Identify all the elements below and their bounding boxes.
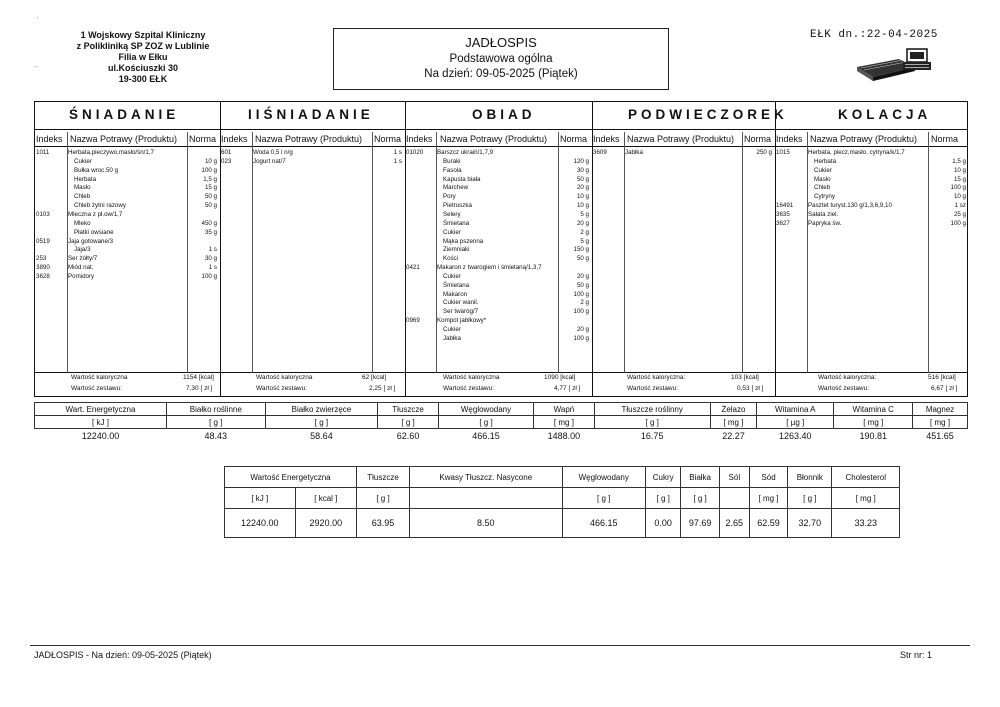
kcal-label: Wartość kaloryczna (71, 374, 128, 381)
row-name: Herbata (814, 157, 837, 165)
cost-value: 6,67 [ zł ] (931, 385, 958, 392)
kcal-value: 62 [kcal] (362, 374, 387, 381)
row-name: Kości (443, 255, 459, 263)
cost-label: Wartość zestawu: (71, 385, 123, 392)
row-quantity: 100 g (573, 334, 589, 342)
row-quantity: 100 g (573, 308, 589, 316)
nutrient-value: 58.64 (310, 431, 333, 441)
row-name: Herbata, piecz,masło, cytryna/k/1,7 (808, 149, 905, 156)
nutrient-table-2 (224, 466, 900, 538)
kcal-label: Wartość kaloryczna (443, 374, 500, 381)
col-header-name: Nazwa Potrawy (Produktu) (810, 134, 918, 144)
cost-value: 0,53 [ zł ] (737, 385, 764, 392)
nutrient-value: 33.23 (832, 509, 900, 538)
row-index: 3609 (593, 149, 607, 156)
nutrient-unit: [ kcal ] (295, 488, 356, 509)
nutrient-header: Węglowodany (438, 403, 533, 416)
row-name: Cukier (443, 326, 461, 333)
col-header-norm: Norma (931, 134, 959, 144)
section-title-podwieczorek: PODWIECZOREK (628, 107, 788, 122)
col-header-name: Nazwa Potrawy (Produktu) (70, 134, 178, 144)
row-quantity: 5 g (580, 210, 589, 218)
hospital-line: Filia w Ełku (118, 52, 168, 62)
diet-name: Podstawowa ogólna (449, 53, 553, 65)
row-name: Sałata ziel. (808, 210, 839, 218)
row-index: 253 (36, 255, 47, 263)
row-name: Pomidory (68, 272, 95, 280)
row-quantity: 20 g (576, 272, 589, 280)
footer-divider (30, 645, 970, 646)
cost-label: Wartość zestawu: (443, 385, 495, 392)
row-name: Herbata (74, 175, 97, 183)
row-quantity: 50 g (204, 193, 217, 201)
col-header-norm: Norma (744, 134, 772, 144)
row-name: Makaron z twarogiem i śmietaną/1,3,7 (437, 264, 542, 272)
nutrient-value: 12240.00 (225, 509, 296, 538)
col-header-norm: Norma (189, 134, 217, 144)
hospital-line: ul.Kościuszki 30 (107, 63, 179, 73)
row-name: Płatki owsiane (74, 228, 114, 236)
nutrient-unit: [ g ] (166, 416, 265, 429)
row-quantity: 10 g (953, 166, 966, 174)
row-quantity: 2 g (580, 299, 589, 307)
row-index: 3628 (36, 272, 50, 280)
nutrient-unit: [ g ] (378, 416, 439, 429)
row-name: Jaja gotowane/3 (68, 237, 114, 245)
col-header-norm: Norma (374, 134, 402, 144)
menu-date: Na dzień: 09-05-2025 (Piątek) (424, 68, 578, 80)
col-header-name: Nazwa Potrawy (Produktu) (255, 134, 363, 144)
kcal-label: Wartość kaloryczna: (818, 374, 877, 381)
nutrient-unit: [ µg ] (757, 416, 834, 429)
row-index: 3635 (776, 210, 790, 218)
cost-value: 2,25 [ zł ] (369, 385, 396, 392)
row-index: 1011 (36, 149, 50, 156)
nutrient-header: Wartość Energetyczna (225, 467, 357, 488)
nutrient-header: Tłuszcze (357, 467, 410, 488)
row-index: 0103 (36, 210, 50, 218)
row-name: Mleko (74, 219, 91, 227)
nutrient-value: 22.27 (722, 431, 745, 441)
nutrient-unit: [ g ] (594, 416, 710, 429)
kcal-value: 103 [kcal] (731, 374, 759, 381)
nutrient-value: 16.75 (640, 431, 664, 441)
kcal-value: 516 [kcal] (928, 374, 956, 381)
row-name: Cukier (74, 157, 92, 165)
nutrient-unit: [ mg ] (913, 416, 968, 429)
row-name: Marchew (443, 184, 469, 192)
nutrient-unit: [ mg ] (749, 488, 787, 509)
row-quantity: 20 g (576, 219, 589, 227)
cost-label: Wartość zestawu: (256, 385, 308, 392)
row-name: Cukier (443, 228, 461, 236)
row-name: Pory (443, 193, 456, 201)
row-index: 0421 (406, 264, 420, 272)
row-name: Mąka pszenna (443, 237, 484, 245)
row-name: Jaja/3 (74, 246, 91, 254)
row-quantity: 20 g (576, 184, 589, 192)
section-title-obiad: OBIAD (472, 107, 536, 122)
row-quantity: 150 g (573, 246, 589, 254)
nutrient-header: Cukry (645, 467, 681, 488)
row-index: 3890 (36, 264, 50, 272)
nutrient-unit: [ mg ] (534, 416, 595, 429)
nutrient-value: 1488.00 (547, 431, 581, 441)
row-name: Kapusta biała (443, 175, 481, 183)
cost-label: Wartość zestawu: (818, 385, 870, 392)
nutrient-unit: [ g ] (438, 416, 533, 429)
nutrient-header: Sól (719, 467, 749, 488)
row-quantity: 35 g (204, 228, 217, 236)
nutrient-unit: [ kJ ] (35, 416, 167, 429)
row-name: Masło (814, 175, 831, 183)
nutrient-value: 97.69 (681, 509, 719, 538)
title-box (333, 28, 669, 90)
row-name: Cukier (814, 166, 832, 174)
nutrient-header: Białko roślinne (166, 403, 265, 416)
row-quantity: 1 s (208, 264, 217, 272)
nutrient-header: Kwasy Tłuszcz. Nasycone (410, 467, 563, 488)
row-name: Ser żółty/7 (68, 255, 98, 263)
nutrient-header: Żelazo (710, 403, 757, 416)
row-quantity: 450 g (201, 219, 217, 227)
row-index: 601 (221, 149, 232, 156)
nutrient-value: 2.65 (719, 509, 749, 538)
nutrient-unit: [ mg ] (834, 416, 913, 429)
cost-value: 7,30 [ zł ] (186, 385, 213, 392)
row-index: 0519 (36, 237, 50, 245)
col-header-name: Nazwa Potrawy (Produktu) (627, 134, 735, 144)
row-name: Masło (74, 184, 91, 192)
nutrient-header: Błonnik (788, 467, 832, 488)
page-title: JADŁOSPIS (465, 35, 537, 50)
computer-book-icon (855, 45, 933, 83)
row-quantity: 10 g (953, 193, 966, 201)
nutrient-table-1 (34, 402, 968, 443)
row-name: Cukier (443, 272, 461, 280)
nutrient-header: Białko zwierzęce (265, 403, 378, 416)
col-header-index: Indeks (221, 134, 248, 144)
col-header-norm: Norma (560, 134, 588, 144)
row-quantity: 10 g (204, 157, 217, 165)
nutrient-header: Witamina A (757, 403, 834, 416)
row-quantity: 10 g (576, 193, 589, 201)
row-index: 01020 (406, 149, 424, 156)
nutrient-value: 466.15 (562, 509, 645, 538)
row-name: Papryka św. (808, 219, 842, 227)
nutrient-unit: [ g ] (562, 488, 645, 509)
kcal-label: Wartość kaloryczna: (627, 374, 686, 381)
margin-dash: – (34, 62, 39, 71)
nutrient-header: Cholesterol (832, 467, 900, 488)
cost-value: 4,77 [ zł ] (554, 385, 581, 392)
row-quantity: 2 g (580, 228, 589, 236)
section-title-ii-sniadanie: IIŚNIADANIE (248, 107, 374, 122)
row-quantity: 50 g (576, 255, 589, 263)
section-title-kolacja: KOLACJA (838, 107, 932, 122)
row-quantity: 1 sz (954, 202, 966, 210)
section-title-sniadanie: ŚNIADANIE (69, 107, 180, 122)
row-quantity: 1 s (393, 157, 402, 165)
row-name: Mleczna z pł.ow/1,7 (68, 210, 123, 218)
row-name: Jabłka (443, 334, 461, 342)
row-name: Barszcz ukraiń/1,7,9 (437, 149, 494, 156)
col-header-index: Indeks (593, 134, 620, 144)
nutrient-unit: [ kJ ] (225, 488, 296, 509)
row-name: Makaron (443, 290, 468, 298)
row-name: Ziemniaki (443, 246, 470, 254)
row-quantity: 15 g (204, 184, 217, 192)
nutrient-unit (719, 488, 749, 509)
col-header-index: Indeks (776, 134, 803, 144)
nutrient-value: 12240.00 (81, 431, 120, 441)
row-quantity: 15 g (953, 175, 966, 183)
row-name: Chleb (74, 193, 91, 201)
nutrient-header: Magnez (913, 403, 968, 416)
row-name: Jabłka (625, 149, 643, 156)
nutrient-header: Wapń (534, 403, 595, 416)
nutrient-value: 1263.40 (779, 431, 812, 441)
row-quantity: 100 g (950, 219, 966, 227)
nutrient-header: Białka (681, 467, 719, 488)
row-name: Woda 0,5 l n/g (253, 149, 293, 156)
row-index: 16491 (776, 202, 794, 210)
row-name: Herbata,pieczywo,masło/śn/1,7 (68, 149, 154, 156)
nutrient-unit: [ mg ] (832, 488, 900, 509)
cost-label: Wartość zestawu: (627, 385, 679, 392)
row-quantity: 50 g (204, 202, 217, 210)
row-name: Pietruszka (443, 202, 472, 210)
row-name: Selery (443, 210, 461, 218)
row-name: Miód nat. (68, 264, 94, 272)
hospital-address (48, 30, 238, 85)
hospital-line: z Polikliniką SP ZOZ w Lublinie (76, 41, 210, 51)
nutrient-unit: [ mg ] (710, 416, 757, 429)
row-quantity: 25 g (953, 210, 966, 218)
row-quantity: 250 g (756, 149, 772, 156)
nutrient-value: 190.81 (859, 431, 887, 441)
kcal-value: 1154 [kcal] (183, 374, 214, 381)
nutrient-value: 0.00 (645, 509, 681, 538)
row-quantity: 100 g (201, 166, 217, 174)
nutrient-header: Sód (749, 467, 787, 488)
col-header-index: Indeks (36, 134, 63, 144)
row-quantity: 30 g (576, 166, 589, 174)
nutrient-unit: [ g ] (265, 416, 378, 429)
page-number: Str nr: 1 (900, 650, 933, 660)
row-quantity: 10 g (576, 202, 589, 210)
row-name: Cukier wanil. (443, 299, 479, 307)
menu-grid (34, 101, 968, 397)
row-name: Pasztet turyst.130 g/1,3,6,9,10 (808, 202, 892, 210)
nutrient-header: Tłuszcze roślinny (594, 403, 710, 416)
nutrient-header: Wart. Energetyczna (35, 403, 167, 416)
row-quantity: 120 g (573, 157, 589, 165)
row-quantity: 50 g (576, 281, 589, 289)
row-name: Buraki (443, 157, 461, 165)
kcal-label: Wartość kaloryczna (256, 374, 313, 381)
row-index: 1015 (776, 149, 790, 156)
nutrient-unit: [ g ] (788, 488, 832, 509)
margin-mark: ' (37, 17, 39, 24)
nutrient-value: 32.70 (788, 509, 832, 538)
nutrient-value: 2920.00 (295, 509, 356, 538)
hospital-line: 1 Wojskowy Szpital Kliniczny (80, 30, 206, 40)
hospital-line: 19-300 EŁK (118, 74, 168, 84)
col-header-index: Indeks (406, 134, 433, 144)
nutrient-unit: [ g ] (681, 488, 719, 509)
nutrient-unit: [ g ] (645, 488, 681, 509)
kcal-value: 1090 [kcal] (544, 374, 576, 381)
col-header-name: Nazwa Potrawy (Produktu) (440, 134, 548, 144)
row-name: Śmietana (443, 219, 470, 227)
row-quantity: 100 g (950, 184, 966, 192)
nutrient-value: 63.95 (357, 509, 410, 538)
row-index: 023 (221, 157, 232, 165)
row-quantity: 20 g (576, 326, 589, 333)
row-quantity: 1,5 g (952, 157, 966, 165)
footer-title: JADŁOSPIS - Na dzień: 09-05-2025 (Piątek) (34, 650, 212, 660)
row-name: Chleb (814, 184, 831, 192)
print-date-code: EŁK dn.:22-04-2025 (810, 29, 938, 41)
nutrient-value: 451.65 (926, 431, 954, 441)
row-name: Śmietana (443, 281, 470, 289)
row-name: Chleb żytni razowy (74, 202, 126, 210)
row-quantity: 1,5 g (203, 175, 217, 183)
nutrient-header: Witamina C (834, 403, 913, 416)
row-name: Kompot jabłkowy* (437, 317, 487, 325)
nutrient-value: 466.15 (472, 431, 500, 441)
nutrient-unit (410, 488, 563, 509)
nutrient-unit: [ g ] (357, 488, 410, 509)
row-quantity: 1 s (393, 149, 402, 156)
row-name: Bułka wroc.50 g (74, 166, 119, 174)
row-quantity: 50 g (576, 175, 589, 183)
row-index: 0969 (406, 317, 420, 325)
row-name: Fasola (443, 166, 462, 174)
nutrient-header: Tłuszcze (378, 403, 439, 416)
row-quantity: 100 g (573, 290, 589, 298)
row-quantity: 100 g (201, 272, 217, 280)
row-quantity: 30 g (204, 255, 217, 263)
nutrient-value: 48.43 (204, 431, 228, 441)
row-name: Jogurt nat/7 (253, 157, 286, 165)
nutrient-value: 8.50 (410, 509, 563, 538)
nutrient-header: Węglowodany (562, 467, 645, 488)
row-quantity: 1 s (208, 246, 217, 254)
row-name: Cytryny (814, 193, 835, 201)
row-name: Ser twaróg/7 (443, 308, 479, 316)
row-index: 3627 (776, 219, 790, 227)
nutrient-value: 62.59 (749, 509, 787, 538)
row-quantity: 5 g (580, 237, 589, 245)
nutrient-value: 62.60 (396, 431, 420, 441)
